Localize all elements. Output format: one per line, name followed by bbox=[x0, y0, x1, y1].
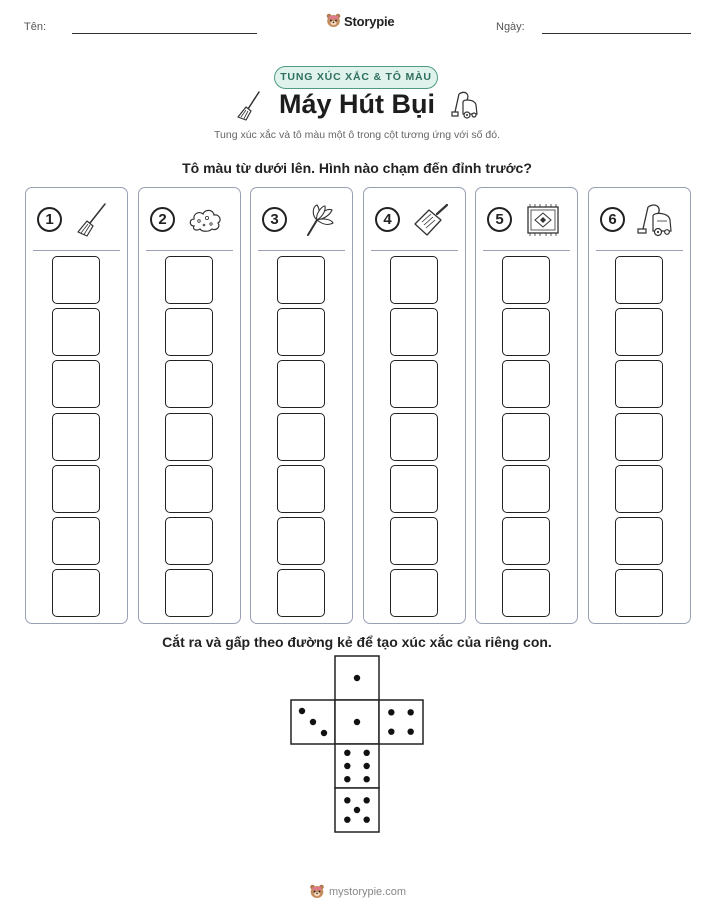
dice-face-1 bbox=[335, 656, 379, 700]
column-number: 4 bbox=[375, 207, 400, 232]
dice-pip bbox=[344, 776, 350, 782]
dice-pip bbox=[344, 763, 350, 769]
cut-instruction: Cắt ra và gấp theo đường kẻ để tạo xúc xắc của riêng con. bbox=[162, 634, 552, 650]
dice-pip bbox=[363, 816, 369, 822]
name-label: Tên: bbox=[24, 21, 47, 33]
footer bbox=[309, 884, 406, 900]
dice-pip bbox=[344, 816, 350, 822]
bear-mascot-icon bbox=[309, 884, 325, 900]
page-title: Máy Hút Bụi bbox=[278, 89, 435, 119]
dice-pip bbox=[363, 763, 369, 769]
date-label: Ngày: bbox=[496, 21, 525, 33]
dice-pip bbox=[354, 807, 360, 813]
dice-pip bbox=[388, 709, 394, 715]
footer-url: mystorypie.com bbox=[329, 886, 407, 898]
dice-pip bbox=[363, 750, 369, 756]
dice-pip bbox=[321, 730, 327, 736]
dice-pip bbox=[354, 719, 360, 725]
dice-face-6 bbox=[335, 744, 379, 788]
dice-pip bbox=[344, 750, 350, 756]
dice-pip bbox=[407, 709, 413, 715]
dice-pip bbox=[299, 708, 305, 714]
dice-pip bbox=[363, 776, 369, 782]
dice-face-3 bbox=[291, 700, 335, 744]
column-number: 1 bbox=[37, 207, 62, 232]
dice-face-4 bbox=[379, 700, 423, 744]
dice-pip bbox=[310, 719, 316, 725]
activity-badge: TUNG XÚC XẮC & TÔ MÀU bbox=[274, 66, 438, 89]
column-number: 6 bbox=[600, 207, 625, 232]
subtitle: Tung xúc xắc và tô màu một ô trong cột tương ứng với số đó. bbox=[214, 129, 500, 141]
dice-pip bbox=[354, 675, 360, 681]
dice-pip bbox=[363, 797, 369, 803]
column-number: 5 bbox=[487, 207, 512, 232]
dice-pip bbox=[407, 728, 413, 734]
dice-face-1 bbox=[335, 700, 379, 744]
dice-pip bbox=[388, 728, 394, 734]
dice-face-5 bbox=[335, 788, 379, 832]
coloring-instruction: Tô màu từ dưới lên. Hình nào chạm đến đỉnh trước? bbox=[182, 160, 532, 176]
column-number: 3 bbox=[262, 207, 287, 232]
dice-pip bbox=[344, 797, 350, 803]
brand-name: Storypie bbox=[344, 13, 395, 29]
column-number: 2 bbox=[150, 207, 175, 232]
